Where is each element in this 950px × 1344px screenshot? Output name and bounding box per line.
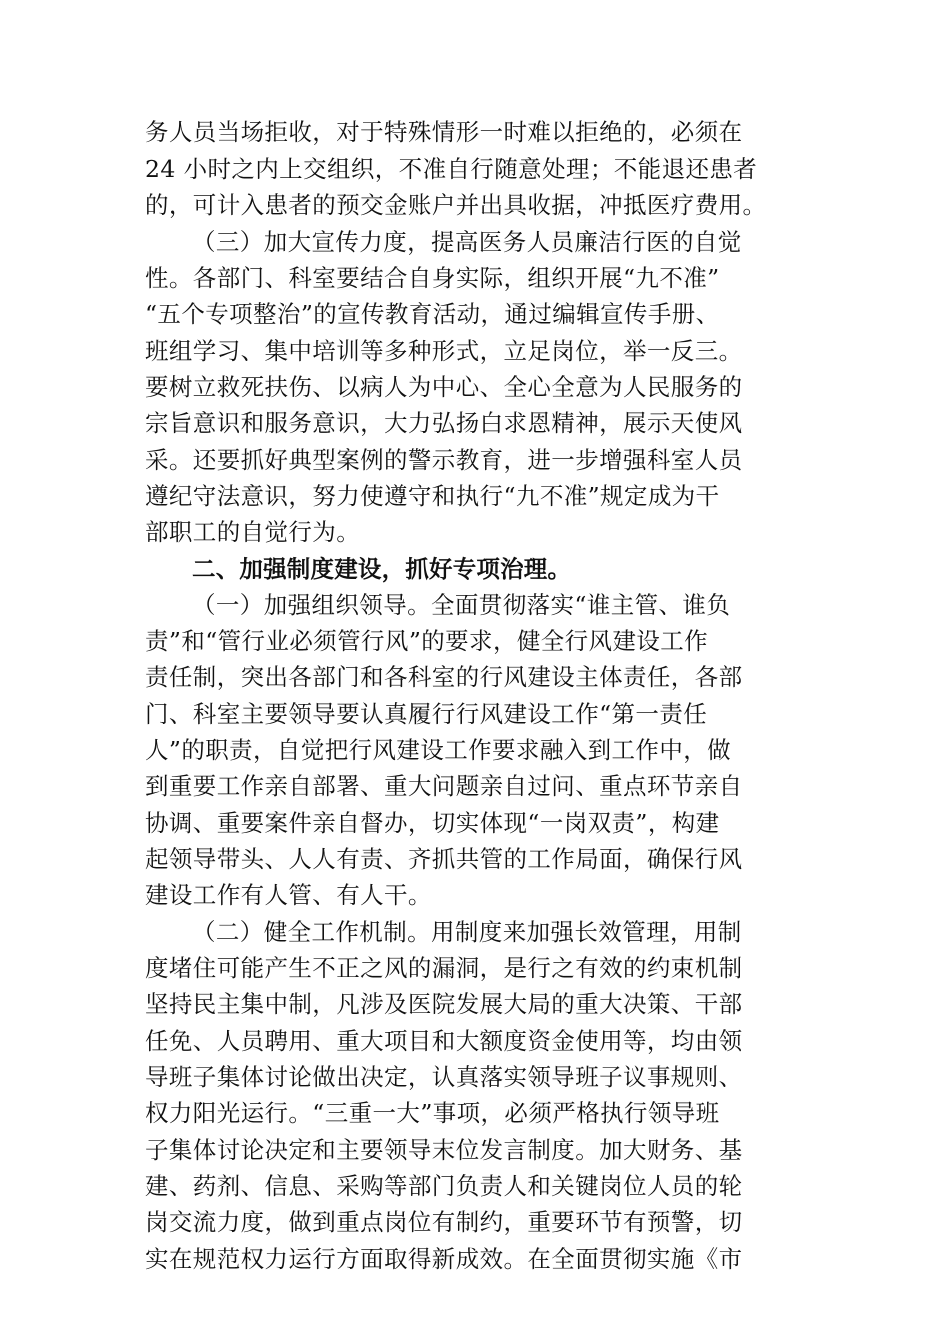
body-text-line: 坚持民主集中制，凡涉及医院发展大局的重大决策、干部 bbox=[145, 990, 743, 1018]
body-text-line: 班组学习、集中培训等多种形式，立足岗位，举一反三。 bbox=[145, 337, 743, 365]
body-text-line: 权力阳光运行。“三重一大”事项，必须严格执行领导班 bbox=[145, 1099, 720, 1127]
body-text-line: 子集体讨论决定和主要领导末位发言制度。加大财务、基 bbox=[145, 1136, 743, 1164]
body-text-line: 的，可计入患者的预交金账户并出具收据，冲抵医疗费用。 bbox=[145, 191, 767, 219]
body-text-line: 责”和“管行业必须管行风”的要求，健全行风建设工作 bbox=[145, 627, 709, 655]
body-text-line: 实在规范权力运行方面取得新成效。在全面贯彻实施《市 bbox=[145, 1245, 743, 1273]
body-text-line: 任免、人员聘用、重大项目和大额度资金使用等，均由领 bbox=[145, 1027, 743, 1055]
section-heading-3: （三）加大宣传力度，提高医务人员廉洁行医的自觉 bbox=[192, 228, 742, 256]
body-text-line: 门、科室主要领导要认真履行行风建设工作“第一责任 bbox=[145, 700, 708, 728]
body-text-line: 采。还要抓好典型案例的警示教育，进一步增强科室人员 bbox=[145, 446, 743, 474]
body-text-line: 度堵住可能产生不正之风的漏洞，是行之有效的约束机制 bbox=[145, 954, 743, 982]
body-text-line: 起领导带头、人人有责、齐抓共管的工作局面，确保行风 bbox=[145, 845, 743, 873]
body-text-line: 部职工的自觉行为。 bbox=[145, 518, 361, 546]
subsection-heading-1: （一）加强组织领导。全面贯彻落实“谁主管、谁负 bbox=[192, 591, 731, 619]
body-text-line: 导班子集体讨论做出决定，认真落实领导班子议事规则、 bbox=[145, 1063, 743, 1091]
body-text-line: 协调、重要案件亲自督办，切实体现“一岗双责”，构建 bbox=[145, 809, 720, 837]
body-text-line: 要树立救死扶伤、以病人为中心、全心全意为人民服务的 bbox=[145, 373, 743, 401]
body-text-line: 岗交流力度，做到重点岗位有制约，重要环节有预警，切 bbox=[145, 1208, 743, 1236]
body-text-line: 宗旨意识和服务意识，大力弘扬白求恩精神，展示天使风 bbox=[145, 409, 743, 437]
body-text-line: 遵纪守法意识，努力使遵守和执行“九不准”规定成为干 bbox=[145, 482, 720, 510]
body-text-line: 到重要工作亲自部署、重大问题亲自过问、重点环节亲自 bbox=[145, 772, 743, 800]
body-text-line: 24 小时之内上交组织，不准自行随意处理；不能退还患者 bbox=[145, 155, 758, 183]
body-text-line: 建设工作有人管、有人干。 bbox=[145, 881, 432, 909]
body-text-line: 务人员当场拒收，对于特殊情形一时难以拒绝的，必须在 bbox=[145, 118, 743, 146]
body-text-line: 建、药剂、信息、采购等部门负责人和关键岗位人员的轮 bbox=[145, 1172, 743, 1200]
body-text-line: 人”的职责，自觉把行风建设工作要求融入到工作中，做 bbox=[145, 736, 732, 764]
body-text-line: 责任制，突出各部门和各科室的行风建设主体责任，各部 bbox=[145, 663, 743, 691]
section-heading-2: 二、加强制度建设，抓好专项治理。 bbox=[192, 555, 572, 583]
body-text-line: “五个专项整治”的宣传教育活动，通过编辑宣传手册、 bbox=[145, 300, 720, 328]
subsection-heading-2: （二）健全工作机制。用制度来加强长效管理，用制 bbox=[192, 918, 742, 946]
body-text-line: 性。各部门、科室要结合自身实际，组织开展“九不准” bbox=[145, 264, 720, 292]
